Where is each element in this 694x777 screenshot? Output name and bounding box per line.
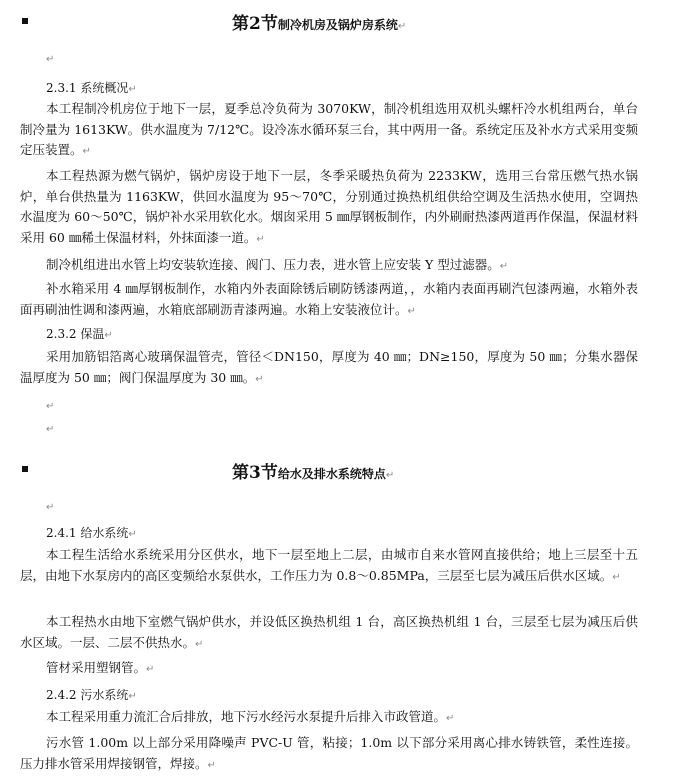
subheading-text: 2.3.2 保温	[46, 327, 105, 341]
return-mark-icon: ↵	[446, 713, 455, 724]
subheading	[46, 79, 137, 96]
empty-line	[46, 398, 54, 412]
section-title: 制冷机房及锅炉房系统	[277, 18, 398, 32]
return-mark-icon: ↵	[128, 691, 137, 702]
paragraph	[20, 707, 638, 730]
subheading-text: 2.3.1 系统概况	[46, 81, 129, 95]
bullet-icon	[22, 18, 28, 24]
paragraph	[20, 99, 638, 163]
return-mark-icon: ↵	[397, 21, 407, 32]
return-mark-icon: ↵	[146, 664, 155, 675]
section-heading	[232, 9, 406, 34]
return-mark-icon: ↵	[499, 261, 509, 272]
paragraph	[20, 347, 638, 390]
section-number: 第2节	[232, 14, 278, 34]
return-mark-icon: ↵	[195, 638, 204, 650]
return-mark-icon: ↵	[256, 233, 265, 245]
subheading	[46, 325, 113, 342]
subheading	[46, 524, 137, 541]
return-mark-icon: ↵	[407, 305, 416, 317]
paragraph-text: 制冷机组进出水管上均安装软连接、阀门、压力表，进水管上应安装 Y 型过滤器。	[46, 257, 500, 272]
empty-line	[46, 421, 54, 435]
subheading-text: 2.4.2 污水系统	[46, 688, 129, 702]
paragraph	[20, 545, 638, 588]
paragraph-text: 本工程生活给水系统采用分区供水，地下一层至地上二层，由城市自来水管网直接供给；地上三层至十五层，由地下水泵房内的高区变频给水泵供水，工作压力为 0.8～0.85MPa，三层至七层为减压后供水区域。	[20, 547, 638, 583]
paragraph	[20, 612, 638, 655]
empty-line	[46, 499, 54, 513]
return-mark-icon: ↵	[128, 529, 137, 540]
return-mark-icon: ↵	[104, 330, 113, 341]
paragraph	[20, 733, 638, 776]
return-mark-icon: ↵	[46, 54, 55, 65]
paragraph	[20, 279, 638, 322]
paragraph-text: 管材采用塑钢管。	[46, 660, 147, 675]
subheading	[46, 686, 137, 703]
paragraph-text: 本工程制冷机房位于地下一层，夏季总冷负荷为 3070KW，制冷机组选用双机头螺杆冷水机组两台，单台制冷量为 1613KW。供水温度为 7/12℃。设冷冻水循环泵三台，其中两用一备。系统定压及补水方式采用变频定压装置。	[20, 101, 638, 157]
return-mark-icon: ↵	[385, 470, 395, 481]
section-heading	[232, 458, 394, 483]
return-mark-icon: ↵	[255, 373, 264, 385]
paragraph-text: 本工程采用重力流汇合后排放，地下污水经污水泵提升后排入市政管道。	[46, 709, 447, 724]
paragraph	[20, 255, 638, 278]
subheading-text: 2.4.1 给水系统	[46, 526, 129, 540]
paragraph-text: 本工程热水由地下室燃气锅炉供水，并设低区换热机组 1 台，高区换热机组 1 台，三层至七层为减压后供水区域。一层、二层不供热水。	[20, 614, 638, 650]
return-mark-icon: ↵	[46, 424, 55, 435]
bullet-icon	[22, 466, 28, 472]
paragraph-text: 补水箱采用 4 ㎜厚钢板制作，水箱内外表面除锈后刷防锈漆两道，，水箱内表面再刷汽包漆两遍，水箱外表面再刷油性调和漆两遍，水箱底部刷沥青漆两遍。水箱上安装液位计。	[20, 281, 638, 317]
paragraph	[20, 166, 638, 250]
return-mark-icon: ↵	[46, 401, 55, 412]
return-mark-icon: ↵	[128, 84, 137, 95]
section-number: 第3节	[232, 463, 278, 483]
paragraph-text: 采用加筋铝箔离心玻璃保温管壳，管径＜DN150，厚度为 40 ㎜；DN≥150，厚度为 50 ㎜；分集水器保温厚度为 50 ㎜；阀门保温厚度为 30 ㎜。	[20, 349, 638, 385]
paragraph-text: 污水管 1.00m 以上部分采用降噪声 PVC-U 管，粘接；1.0m 以下部分采用离心排水铸铁管，柔性连接。压力排水管采用焊接钢管，焊接。	[20, 735, 638, 771]
return-mark-icon: ↵	[612, 571, 621, 583]
paragraph	[20, 658, 638, 681]
section-title: 给水及排水系统特点	[277, 467, 386, 481]
paragraph-text: 本工程热源为燃气锅炉，锅炉房设于地下一层，冬季采暖热负荷为 2233KW，选用三台常压燃气热水锅炉，单台供热量为 1163KW，供回水温度为 95～70℃，分别通过换热机组供给空调及生活热水使用，空调热水温度为 60～50℃，锅炉补水采用软化水。烟囱采用 5 ㎜厚钢板制作，内外刷耐热漆两道再作保温，保温材料采用 60 ㎜稀土保温材料，外抹面漆一道。	[20, 168, 638, 245]
return-mark-icon: ↵	[46, 502, 55, 513]
empty-line	[46, 51, 54, 65]
return-mark-icon: ↵	[207, 759, 216, 771]
return-mark-icon: ↵	[82, 146, 91, 157]
